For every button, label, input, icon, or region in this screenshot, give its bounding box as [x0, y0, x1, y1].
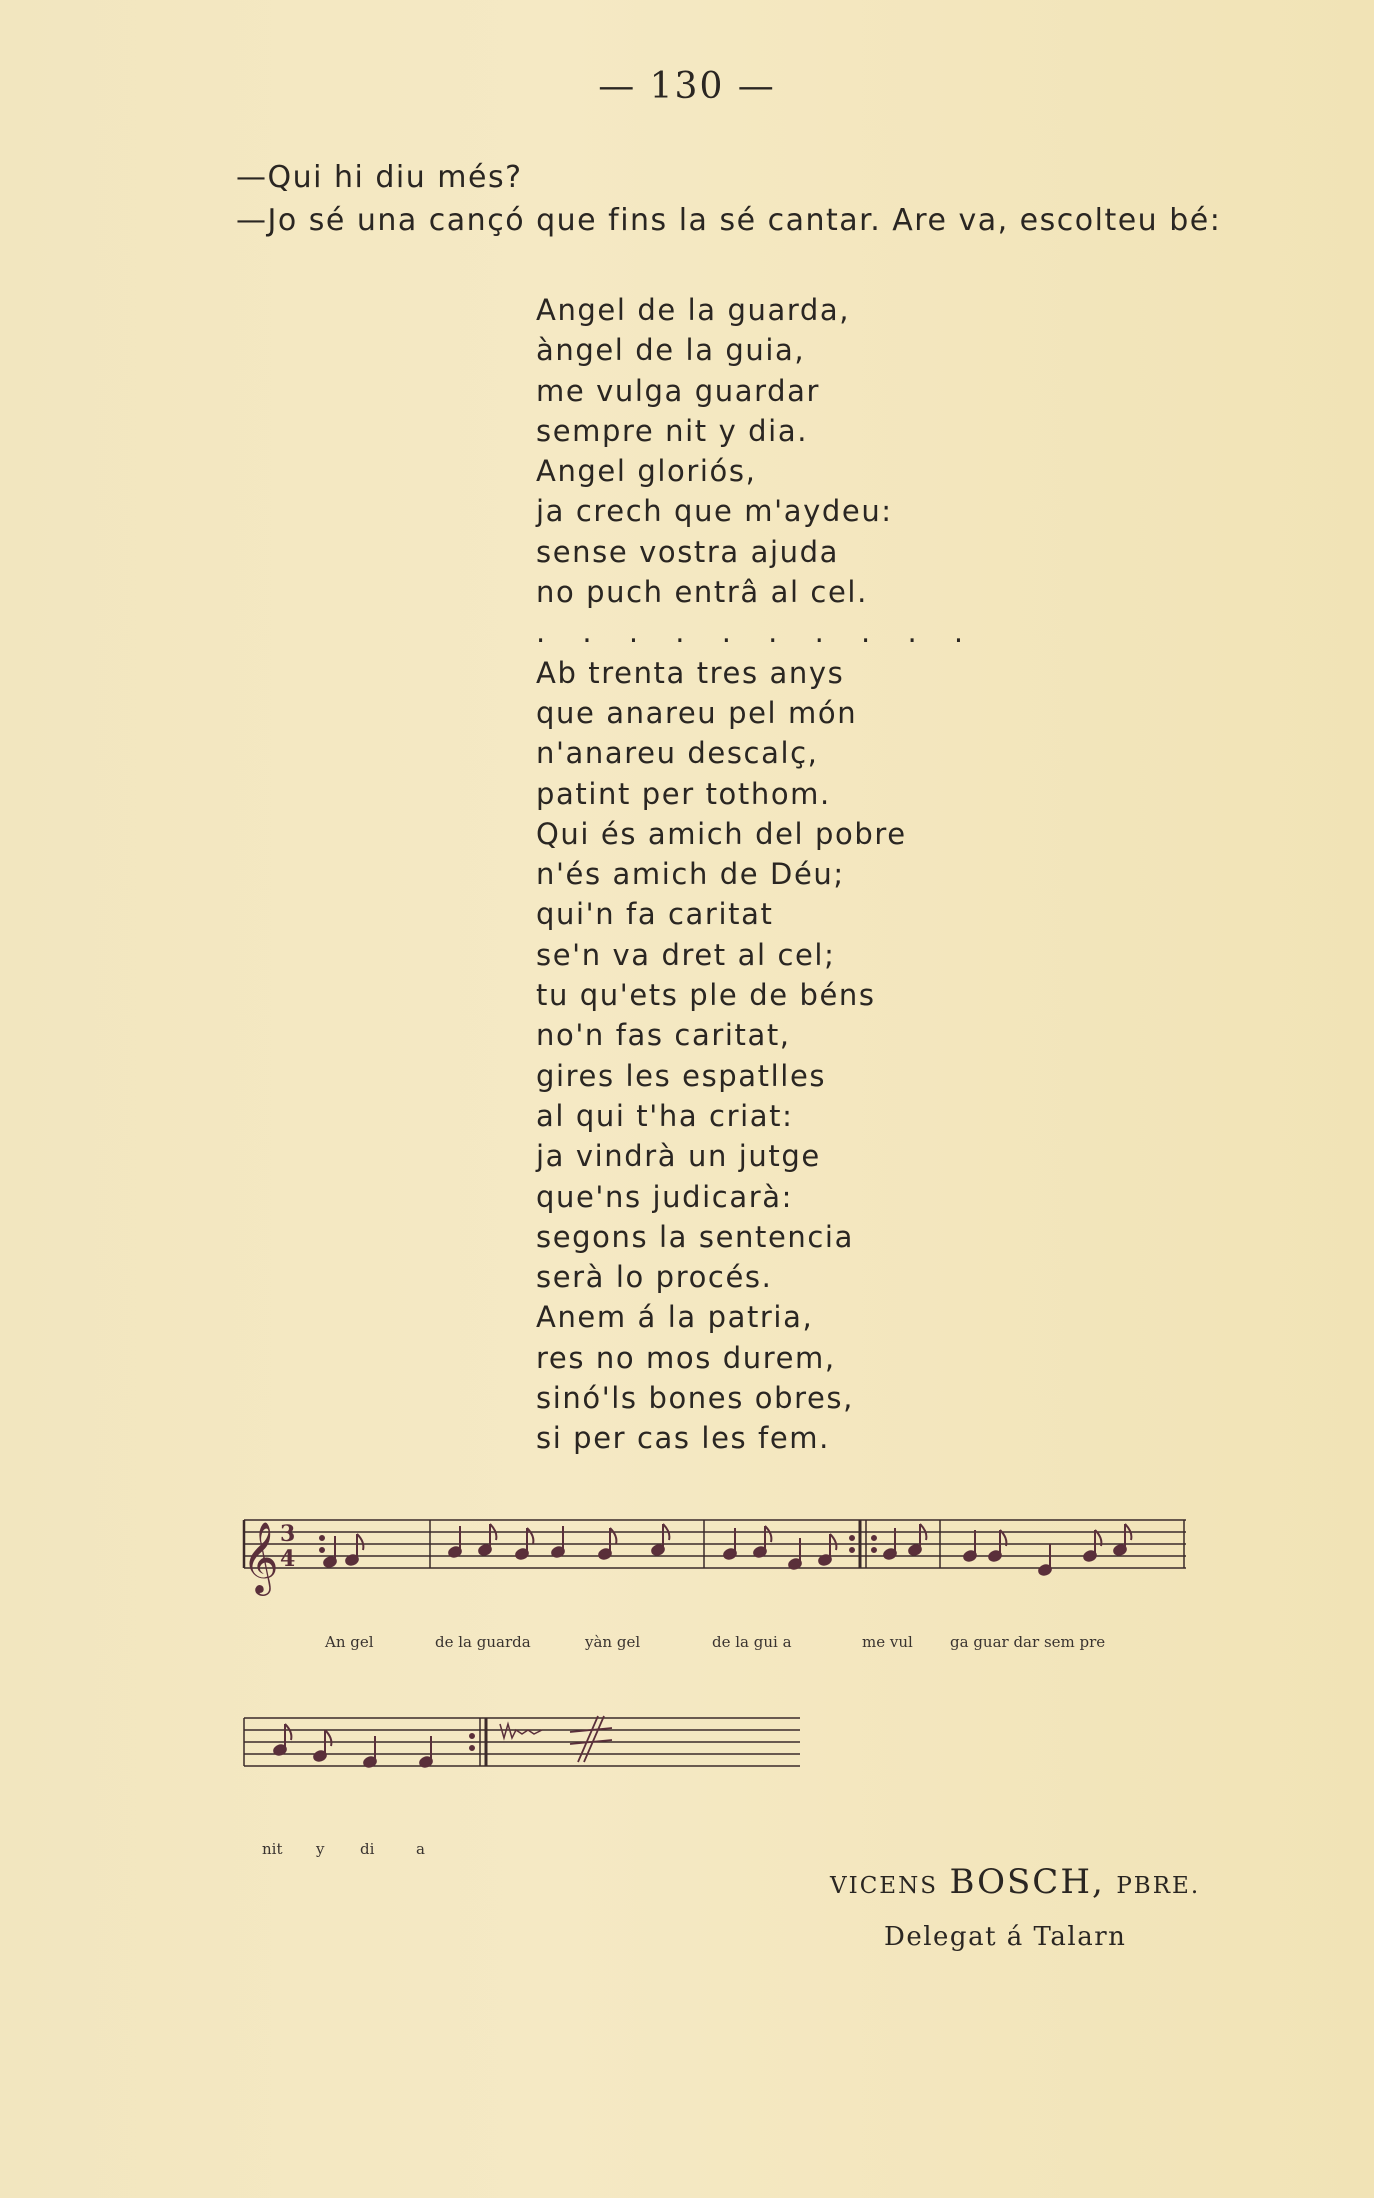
poem-line: no'n fas caritat, [536, 1018, 791, 1053]
poem-line: tu qu'ets ple de béns [536, 978, 876, 1013]
poem-line: no puch entrâ al cel. [536, 575, 868, 610]
poem-line: n'anareu descalç, [536, 736, 819, 771]
poem-line: se'n va dret al cel; [536, 937, 836, 972]
time-signature-top: 3 [280, 1521, 296, 1547]
note-group-3 [723, 1524, 927, 1570]
signature-title: PBRE. [1116, 1873, 1201, 1899]
poem [536, 290, 977, 1459]
signature [830, 1862, 1200, 1902]
delegate-line: Delegat á Talarn [884, 1922, 1127, 1952]
poem-line: ja vindrà un jutge [536, 1139, 821, 1174]
poem-line: gires les espatlles [536, 1058, 827, 1093]
poem-line: Qui és amich del pobre [536, 816, 907, 851]
lyric-syllable: a [416, 1840, 425, 1858]
page-number: — 130 — [598, 66, 776, 107]
signature-last-name: BOSCH, [949, 1862, 1105, 1902]
poem-line: sinó'ls bones obres, [536, 1381, 854, 1416]
signature-first-name: VICENS [830, 1873, 938, 1899]
lyric-syllable: di [360, 1840, 375, 1858]
poem-line: me vulga guardar [536, 373, 820, 408]
poem-line: sense vostra ajuda [536, 534, 839, 569]
poem-line: patint per tothom. [536, 776, 831, 811]
note-group-1 [323, 1534, 364, 1568]
poem-line: sempre nit y dia. [536, 413, 809, 448]
note-group-2 [448, 1524, 670, 1560]
poem-line: Angel gloriós, [536, 454, 757, 489]
poem-line: res no mos durem, [536, 1340, 836, 1375]
poem-ellipsis: . . . . . . . . . . [536, 615, 978, 650]
lyric-syllable: ga guar dar sem pre [950, 1633, 1106, 1651]
poem-line: que anareu pel món [536, 695, 858, 730]
poem-line: qui'n fa caritat [536, 897, 774, 932]
dialog-line-1: —Qui hi diu més? [236, 160, 523, 195]
poem-line: segons la sentencia [536, 1219, 854, 1254]
music-staff-1 [240, 1512, 1200, 1602]
poem-line: n'és amich de Déu; [536, 857, 845, 892]
poem-line: Ab trenta tres anys [536, 655, 845, 690]
music-staff-2 [240, 1710, 810, 1800]
poem-line: al qui t'ha criat: [536, 1098, 794, 1133]
poem-line: si per cas les fem. [536, 1421, 830, 1456]
poem-line: ja crech que m'aydeu: [536, 494, 893, 529]
lyric-syllable: de la gui a [712, 1633, 792, 1651]
lyric-syllable: me vul [862, 1633, 913, 1651]
poem-line: que'ns judicarà: [536, 1179, 793, 1214]
treble-clef-icon: 𝄞 [242, 1520, 279, 1593]
lyric-syllable: y [316, 1840, 325, 1858]
lyric-syllable: nit [262, 1840, 283, 1858]
lyric-syllable: An gel [325, 1633, 374, 1651]
poem-line: serà lo procés. [536, 1260, 773, 1295]
lyric-syllable: yàn gel [585, 1633, 641, 1651]
poem-line: Angel de la guarda, [536, 293, 851, 327]
poem-line: àngel de la guia, [536, 333, 806, 368]
time-signature-bottom: 4 [280, 1546, 296, 1572]
lyric-syllable: de la guarda [435, 1633, 531, 1651]
poem-line: Anem á la patria, [536, 1300, 814, 1335]
dialog-line-2: —Jo sé una cançó que fins la sé cantar. Are va, escolteu bé: [236, 203, 1222, 238]
